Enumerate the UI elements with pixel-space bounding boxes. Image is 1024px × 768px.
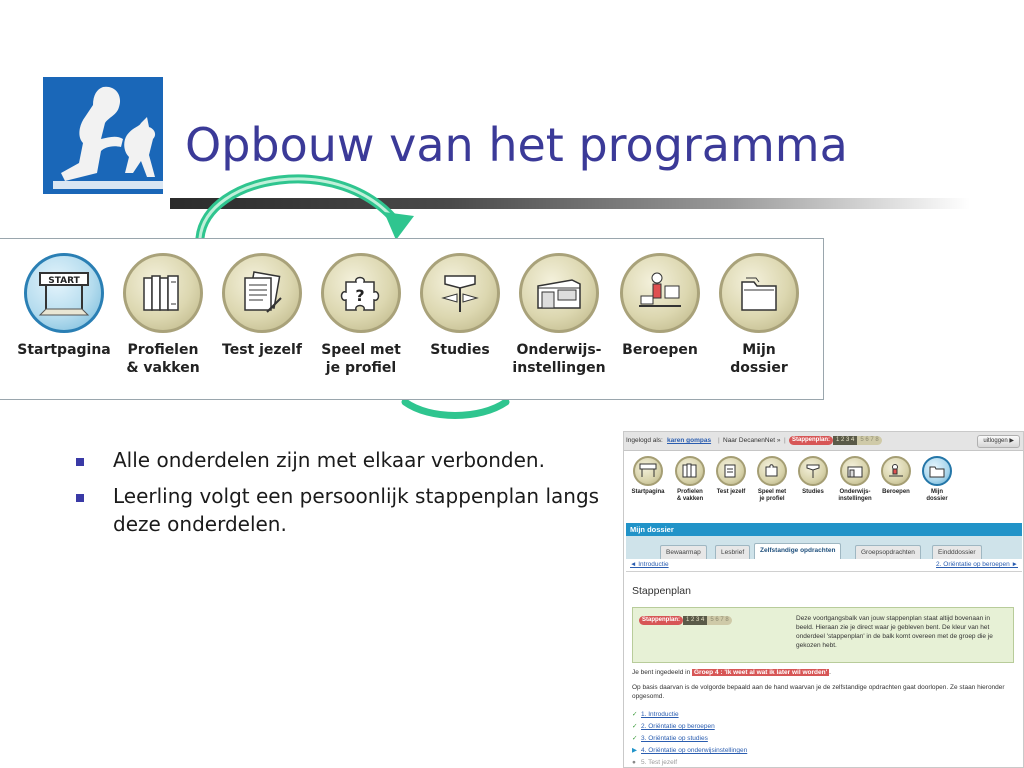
next-link[interactable]: 2. Oriëntatie op beroepen ► — [936, 561, 1018, 568]
steps-done: 1 2 3 4 — [833, 436, 857, 445]
tab-eindddossier[interactable]: Eindddossier — [932, 545, 982, 559]
app-nav-studies[interactable] — [793, 456, 833, 496]
nav-label-studies: Studies — [430, 342, 490, 358]
check-icon: ✓ — [632, 711, 638, 718]
nav-circle-onderwijs[interactable] — [519, 253, 599, 333]
group-badge: Groep 4 : 'Ik weet al wat ik later wil worden' — [694, 669, 828, 676]
prev-link[interactable]: ◄ Introductie — [630, 561, 669, 568]
stappenplan-pill: Stappenplan: — [789, 436, 833, 445]
nav-circle-test-jezelf[interactable] — [222, 253, 302, 333]
navigation-icon-bar — [0, 238, 824, 400]
separator: | — [718, 437, 720, 444]
logged-in-label: Ingelogd als: — [626, 437, 663, 444]
folders-icon — [928, 463, 946, 479]
signpost-icon — [804, 463, 822, 479]
nav-item-studies[interactable] — [410, 253, 510, 359]
nav-circle-profielen[interactable] — [123, 253, 203, 333]
nav-label-speel: Speel met je profiel — [321, 342, 401, 376]
nav-item-test-jezelf[interactable] — [212, 253, 312, 359]
nav-circle-speel[interactable] — [321, 253, 401, 333]
app-nav-label: Startpagina — [631, 489, 665, 495]
school-building-icon — [846, 463, 864, 479]
app-nav-circle[interactable] — [881, 456, 911, 486]
bullet-item — [72, 446, 617, 474]
info-box — [632, 607, 1014, 663]
tab-strip — [626, 536, 1022, 559]
nav-label-onderwijs: Onderwijs- instellingen — [512, 342, 606, 376]
step-item[interactable] — [632, 745, 747, 757]
test-papers-icon — [237, 268, 287, 318]
step-link-disabled: 5. Test jezelf — [641, 759, 678, 766]
app-nav-circle[interactable] — [840, 456, 870, 486]
nav-label-profielen: Profielen & vakken — [126, 342, 200, 376]
tab-groepsopdrachten[interactable]: Groepsopdrachten — [855, 545, 921, 559]
nav-circle-startpagina[interactable] — [24, 253, 104, 333]
user-link[interactable]: karen gompas — [667, 437, 712, 444]
signpost-icon — [435, 268, 485, 318]
app-nav-mijn-dossier[interactable] — [917, 456, 957, 503]
app-nav-label: Profielen & vakken — [676, 489, 704, 502]
nav-label-startpagina: Startpagina — [17, 342, 111, 358]
step-item[interactable] — [632, 709, 747, 721]
nav-circle-beroepen[interactable] — [620, 253, 700, 333]
puzzle-icon — [763, 463, 781, 479]
check-icon: ✓ — [632, 735, 638, 742]
app-nav-circle[interactable] — [757, 456, 787, 486]
nav-circle-dossier[interactable] — [719, 253, 799, 333]
step-item[interactable] — [632, 721, 747, 733]
workdesk-icon — [887, 463, 905, 479]
app-nav-circle[interactable] — [675, 456, 705, 486]
section-title-bar: Mijn dossier — [626, 523, 1022, 536]
step-list — [632, 709, 747, 768]
nav-item-mijn-dossier[interactable] — [709, 253, 809, 377]
info-steps-todo: 5 6 7 8 — [707, 616, 731, 625]
start-sign-icon — [639, 463, 657, 479]
nav-item-onderwijsinstellingen[interactable] — [509, 253, 609, 377]
step-link[interactable]: 4. Oriëntatie op onderwijsinstellingen — [641, 747, 748, 754]
bullet-text: Leerling volgt een persoonlijk stappenplan langs deze onderdelen. — [113, 484, 600, 536]
nav-item-beroepen[interactable] — [610, 253, 710, 359]
order-explanation: Op basis daarvan is de volgorde bepaald aan de hand waarvan je de zelfstandige opdrachten gaat doorlopen. Ze staan hieronder opgesomd. — [632, 684, 1005, 700]
slide-title: Opbouw van het programma — [185, 118, 848, 172]
step-item — [632, 757, 747, 768]
info-stappenplan-pill: Stappenplan: — [639, 616, 683, 625]
stappenplan-progress[interactable] — [789, 436, 882, 445]
app-nav-profielen[interactable] — [670, 456, 710, 503]
app-nav-label: Test jezelf — [716, 489, 746, 495]
app-nav-circle[interactable] — [922, 456, 952, 486]
step-link[interactable]: 3. Oriëntatie op studies — [641, 735, 708, 742]
app-topbar — [624, 432, 1024, 451]
info-progress-bar — [639, 616, 732, 625]
app-nav-label: Speel met je profiel — [757, 489, 787, 502]
app-nav-circle[interactable] — [716, 456, 746, 486]
step-link[interactable]: 2. Oriëntatie op beroepen — [641, 723, 715, 730]
group-prefix: Je bent ingedeeld in — [632, 669, 691, 676]
books-icon — [138, 268, 188, 318]
app-nav-circle[interactable] — [633, 456, 663, 486]
tab-zelfstandige-opdrachten[interactable]: Zelfstandige opdrachten — [754, 543, 841, 559]
app-nav-label: Beroepen — [882, 489, 910, 495]
app-nav-speel[interactable] — [752, 456, 792, 503]
app-nav-circle[interactable] — [798, 456, 828, 486]
bullet-square-icon — [76, 494, 84, 502]
page-heading: Stappenplan — [632, 585, 691, 597]
step-link[interactable]: 1. Introductie — [641, 711, 679, 718]
nav-item-speel-met-profiel[interactable] — [311, 253, 411, 377]
app-nav-startpagina[interactable] — [628, 456, 668, 496]
start-sign-text: START — [48, 276, 80, 286]
sub-navigation — [626, 559, 1022, 572]
test-papers-icon — [722, 463, 740, 479]
bullet-square-icon — [76, 458, 84, 466]
puzzle-question-mark: ? — [355, 286, 365, 305]
app-nav-label: Studies — [802, 489, 824, 495]
workdesk-icon — [635, 268, 685, 318]
app-nav-test-jezelf[interactable] — [711, 456, 751, 496]
nav-label-dossier: Mijn dossier — [730, 342, 788, 376]
info-steps-done: 1 2 3 4 — [683, 616, 707, 625]
bullet-dot-icon: ● — [632, 759, 636, 766]
start-sign-icon — [36, 267, 92, 319]
bullet-item — [72, 482, 617, 538]
embedded-app-screenshot — [623, 431, 1024, 768]
puzzle-icon — [336, 268, 386, 318]
separator: | — [784, 437, 786, 444]
decanennet-link[interactable]: Naar DecanenNet » — [723, 437, 781, 444]
nav-label-beroepen: Beroepen — [622, 342, 698, 358]
app-nav-label: Onderwijs- instellingen — [838, 489, 872, 502]
school-building-icon — [532, 268, 586, 318]
app-nav-onderwijs[interactable] — [835, 456, 875, 503]
check-icon: ✓ — [632, 723, 638, 730]
app-nav-beroepen[interactable] — [876, 456, 916, 496]
bullet-list — [72, 446, 617, 546]
app-nav-label: Mijn dossier — [926, 489, 948, 502]
nav-label-test-jezelf: Test jezelf — [222, 342, 302, 358]
logout-button[interactable]: uitloggen ▶ — [977, 435, 1020, 448]
play-arrow-icon: ▶ — [632, 747, 637, 754]
nav-item-profielen[interactable] — [113, 253, 213, 377]
books-icon — [681, 463, 699, 479]
tab-bewaarmap[interactable]: Bewaarmap — [660, 545, 707, 559]
info-text: Deze voortgangsbalk van jouw stappenplan staat altijd bovenaan in beeld. Hieraan zie je direct waar je gebleven bent. De kleur van het onderdeel 'stappenplan' in de balk komt overeen met de groep die je gekozen hebt. — [796, 615, 993, 649]
folders-icon — [734, 268, 784, 318]
steps-todo: 5 6 7 8 — [857, 436, 881, 445]
bullet-text: Alle onderdelen zijn met elkaar verbonden. — [113, 448, 545, 472]
step-item[interactable] — [632, 733, 747, 745]
group-assignment-text — [632, 668, 1020, 677]
group-suffix: . — [829, 669, 831, 676]
tab-lesbrief[interactable]: Lesbrief — [715, 545, 750, 559]
nav-item-startpagina[interactable] — [14, 253, 114, 359]
nav-circle-studies[interactable] — [420, 253, 500, 333]
